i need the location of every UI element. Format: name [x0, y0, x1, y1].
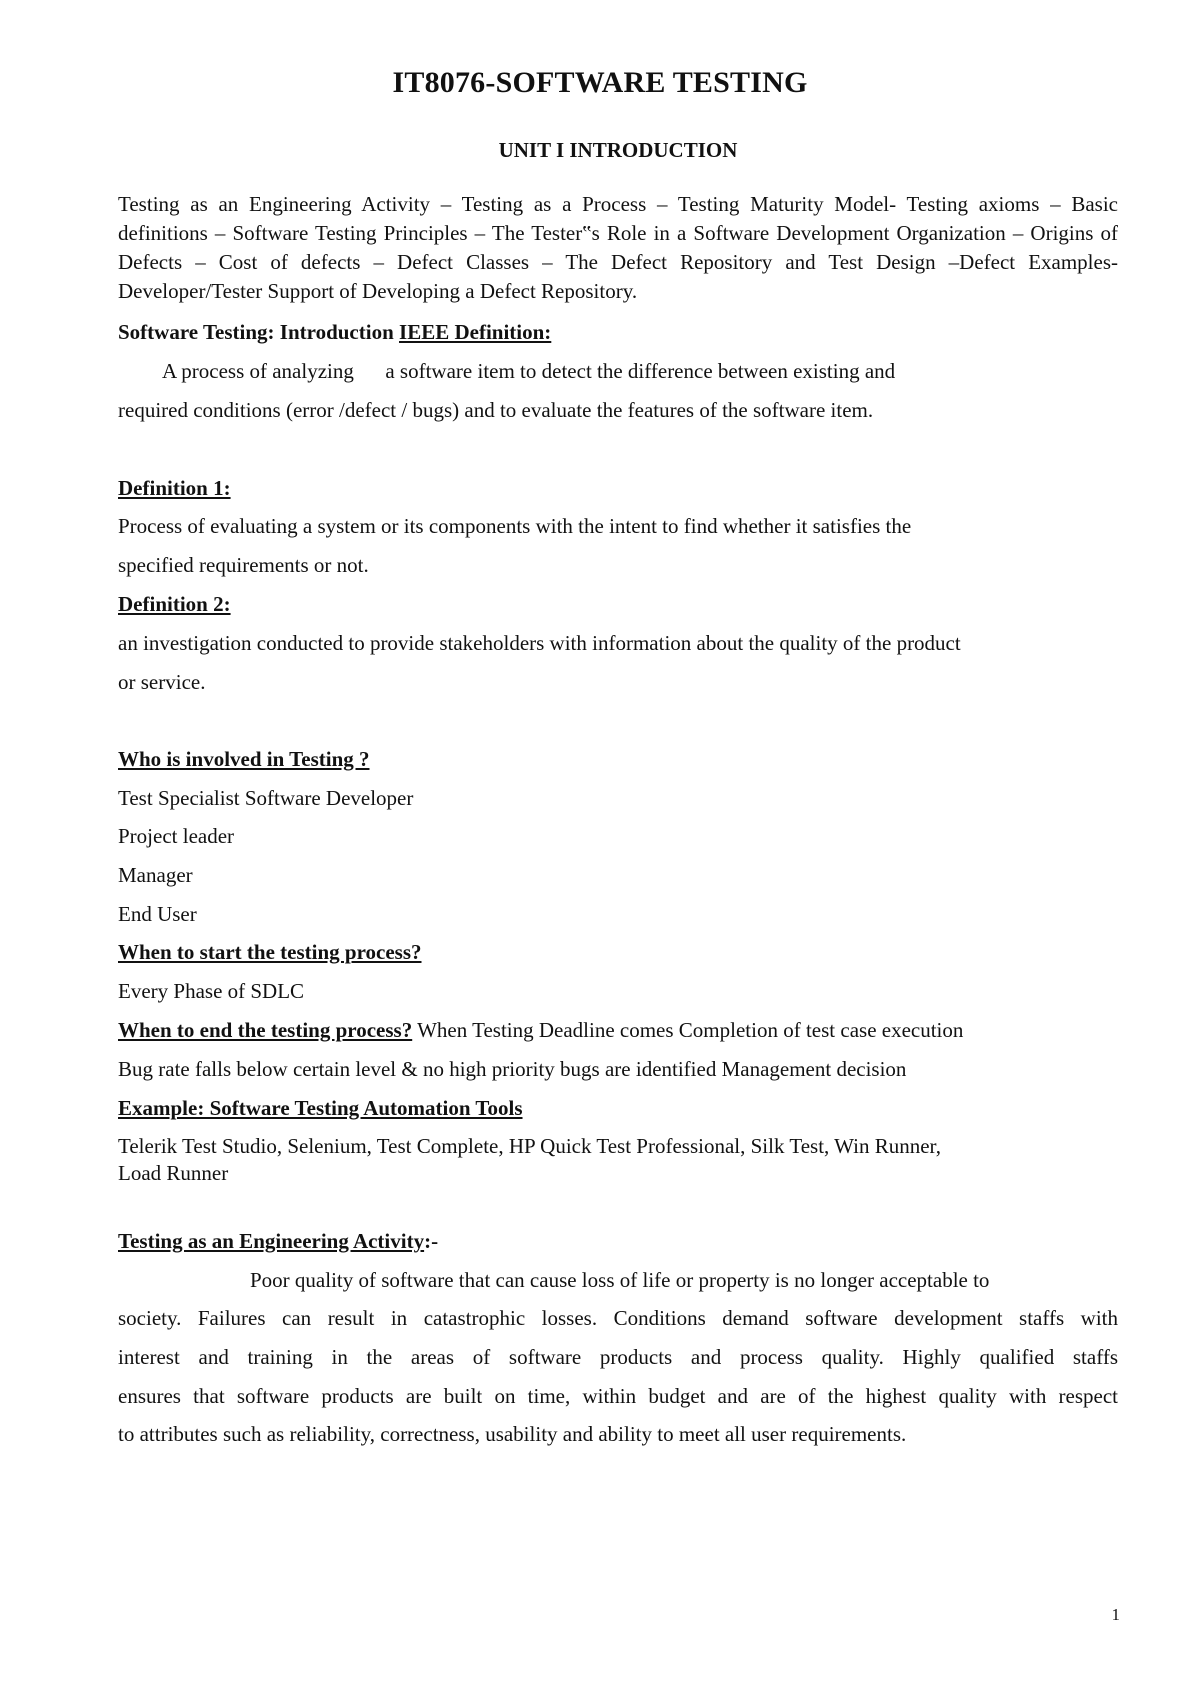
- tools-line-1: Telerik Test Studio, Selenium, Test Complete, HP Quick Test Professional, Silk Test, Win Runner,: [118, 1134, 941, 1158]
- definition-1-line-2: specified requirements or not.: [118, 553, 369, 577]
- engineering-heading-suffix: :-: [424, 1229, 439, 1253]
- end-text-1: When Testing Deadline comes Completion of test case execution: [412, 1018, 964, 1042]
- engineering-line-4: ensures that software products are built on time, within budget and are of the highest quality with respect: [118, 1384, 1118, 1408]
- involved-item: Manager: [118, 863, 193, 887]
- involved-item: Project leader: [118, 824, 235, 848]
- syllabus-paragraph: Testing as an Engineering Activity – Testing as a Process – Testing Maturity Model- Testing axioms – Basic definitions – Software Testing Principles – The Tester‟s Role in a Software Development Organization – Origins of Defects – Cost of defects – Defect Classes – The Defect Repository and Test Design –Defect Examples- Developer/Tester Support of Developing a Defect Repository.: [118, 192, 1118, 303]
- intro-heading-text: Software Testing: Introduction: [118, 320, 400, 344]
- unit-heading: UNIT I INTRODUCTION: [498, 138, 738, 162]
- definition-2-heading: Definition 2:: [118, 592, 231, 616]
- intro-line-1: A process of analyzing a software item to detect the difference between existing and: [162, 359, 896, 383]
- start-text: Every Phase of SDLC: [118, 979, 305, 1003]
- start-heading: When to start the testing process?: [118, 940, 422, 964]
- engineering-line-1: Poor quality of software that can cause loss of life or property is no longer acceptable to: [250, 1268, 990, 1292]
- end-line-1: [118, 1018, 963, 1043]
- ieee-definition-heading: IEEE Definition:: [399, 320, 552, 344]
- definition-1-line-1: Process of evaluating a system or its components with the intent to find whether it satisfies the: [118, 514, 912, 538]
- involved-item: Test Specialist Software Developer: [118, 786, 414, 810]
- definition-1-heading: Definition 1:: [118, 476, 231, 500]
- engineering-line-2: society. Failures can result in catastrophic losses. Conditions demand software development staffs with: [118, 1306, 1118, 1330]
- document-title: IT8076-SOFTWARE TESTING: [392, 66, 808, 99]
- engineering-line-3: interest and training in the areas of software products and process quality. Highly qualified staffs: [118, 1345, 1118, 1369]
- tools-line-2: Load Runner: [118, 1161, 229, 1185]
- involved-heading: Who is involved in Testing ?: [118, 747, 370, 771]
- engineering-line-5: to attributes such as reliability, correctness, usability and ability to meet all user requirements.: [118, 1422, 907, 1446]
- end-heading: When to end the testing process?: [118, 1018, 413, 1042]
- intro-line-2: required conditions (error /defect / bugs) and to evaluate the features of the software item.: [118, 398, 874, 422]
- definition-2-line-2: or service.: [118, 670, 206, 694]
- engineering-heading: Testing as an Engineering Activity: [118, 1229, 425, 1253]
- end-line-2: Bug rate falls below certain level & no high priority bugs are identified Management decision: [118, 1057, 907, 1081]
- involved-item: End User: [118, 902, 197, 926]
- intro-heading: [118, 320, 551, 345]
- page-number: 1: [1111, 1605, 1120, 1624]
- engineering-heading-line: [118, 1229, 438, 1254]
- definition-2-line-1: an investigation conducted to provide stakeholders with information about the quality of the product: [118, 631, 961, 655]
- tools-heading: Example: Software Testing Automation Tools: [118, 1096, 523, 1120]
